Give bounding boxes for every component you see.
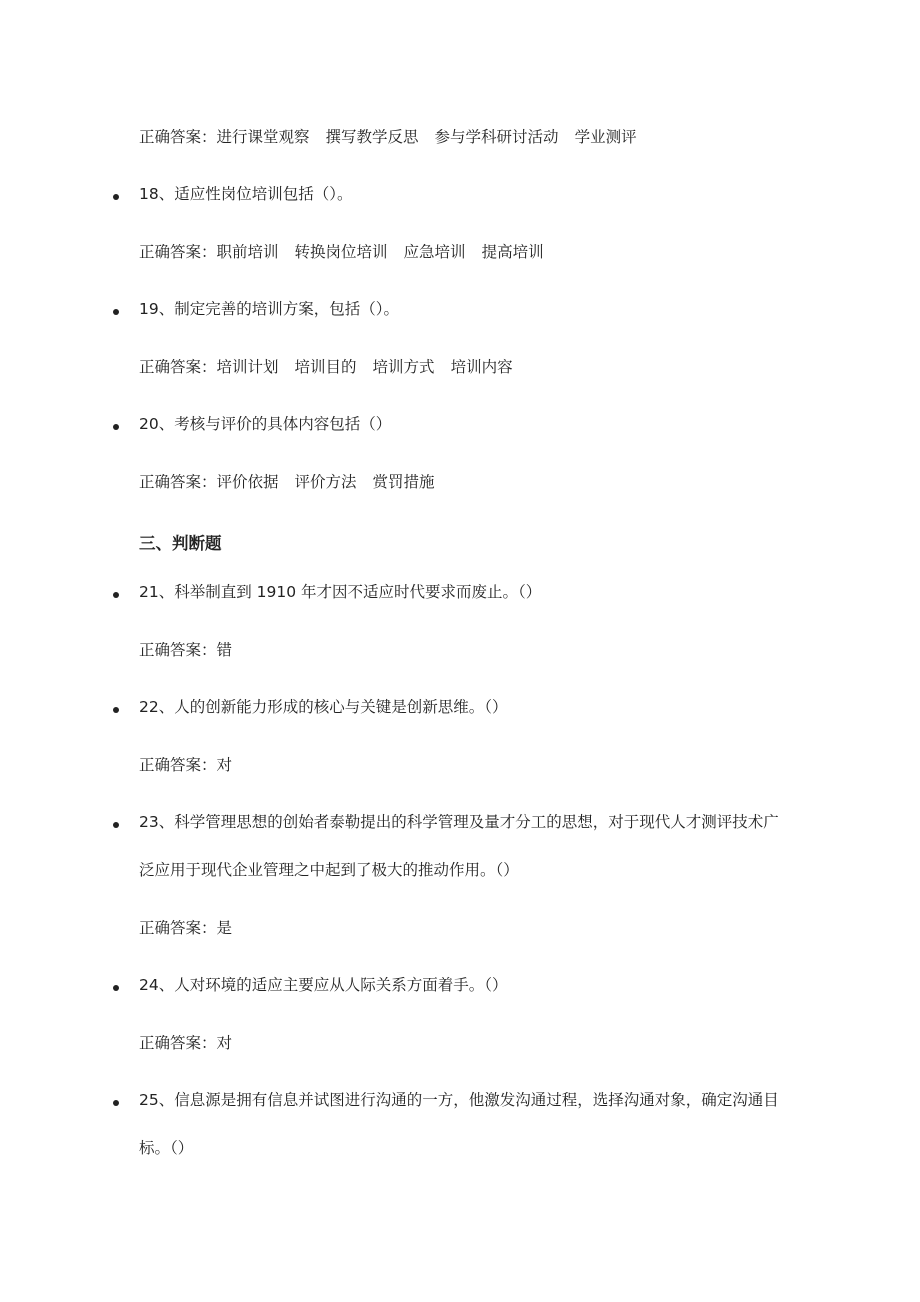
answer-option: 赏罚措施 [372, 473, 435, 491]
bullet-icon [113, 822, 119, 828]
answer-prefix: 正确答案： [139, 243, 217, 261]
question-25-line-1: 25、信息源是拥有信息并试图进行沟通的一方，他激发沟通过程，选择沟通对象，确定沟通目 [139, 1091, 779, 1109]
answer-option: 撰写教学反思 [325, 128, 419, 146]
bullet-icon [113, 1100, 119, 1106]
question-18: 18、适应性岗位培训包括（）。 [139, 185, 353, 203]
answer-option: 参与学科研讨活动 [434, 128, 559, 146]
question-25-line-2: 标。（） [139, 1139, 194, 1157]
answer-prefix: 正确答案： [139, 473, 217, 491]
question-23-line-2: 泛应用于现代企业管理之中起到了极大的推动作用。（） [139, 861, 519, 879]
answer-line [139, 755, 232, 775]
answer-prefix: 正确答案： [139, 641, 217, 659]
answer-line [139, 1033, 232, 1053]
answer-value: 对 [216, 1034, 233, 1052]
question-22: 22、人的创新能力形成的核心与关键是创新思维。（） [139, 698, 508, 716]
answer-option: 培训计划 [216, 358, 279, 376]
bullet-icon [113, 194, 119, 200]
answer-option: 评价方法 [294, 473, 357, 491]
bullet-icon [113, 592, 119, 598]
answer-prefix: 正确答案： [139, 1034, 217, 1052]
question-23-line-1: 23、科学管理思想的创始者泰勒提出的科学管理及量才分工的思想，对于现代人才测评技术广 [139, 813, 779, 831]
bullet-icon [113, 309, 119, 315]
answer-line [139, 127, 637, 147]
answer-line [139, 918, 232, 938]
answer-value: 错 [216, 641, 233, 659]
question-19: 19、制定完善的培训方案，包括（）。 [139, 300, 399, 318]
answer-option: 提高培训 [481, 243, 544, 261]
answer-prefix: 正确答案： [139, 358, 217, 376]
bullet-icon [113, 707, 119, 713]
answer-line [139, 357, 513, 377]
answer-prefix: 正确答案： [139, 919, 217, 937]
answer-option: 转换岗位培训 [294, 243, 388, 261]
bullet-icon [113, 985, 119, 991]
answer-value: 是 [216, 919, 233, 937]
answer-prefix: 正确答案： [139, 756, 217, 774]
answer-option: 评价依据 [216, 473, 279, 491]
answer-option: 应急培训 [403, 243, 466, 261]
answer-option: 学业测评 [574, 128, 637, 146]
answer-line [139, 242, 544, 262]
answer-value: 对 [216, 756, 233, 774]
answer-option: 职前培训 [216, 243, 279, 261]
answer-option: 培训方式 [372, 358, 435, 376]
answer-line [139, 640, 232, 660]
question-21: 21、科举制直到 1910 年才因不适应时代要求而废止。（） [139, 583, 542, 601]
answer-option: 进行课堂观察 [216, 128, 310, 146]
answer-line [139, 472, 435, 492]
answer-option: 培训内容 [450, 358, 513, 376]
question-24: 24、人对环境的适应主要应从人际关系方面着手。（） [139, 976, 508, 994]
section-title: 三、判断题 [139, 534, 222, 553]
answer-option: 培训目的 [294, 358, 357, 376]
bullet-icon [113, 424, 119, 430]
answer-prefix: 正确答案： [139, 128, 217, 146]
question-20: 20、考核与评价的具体内容包括（） [139, 415, 392, 433]
